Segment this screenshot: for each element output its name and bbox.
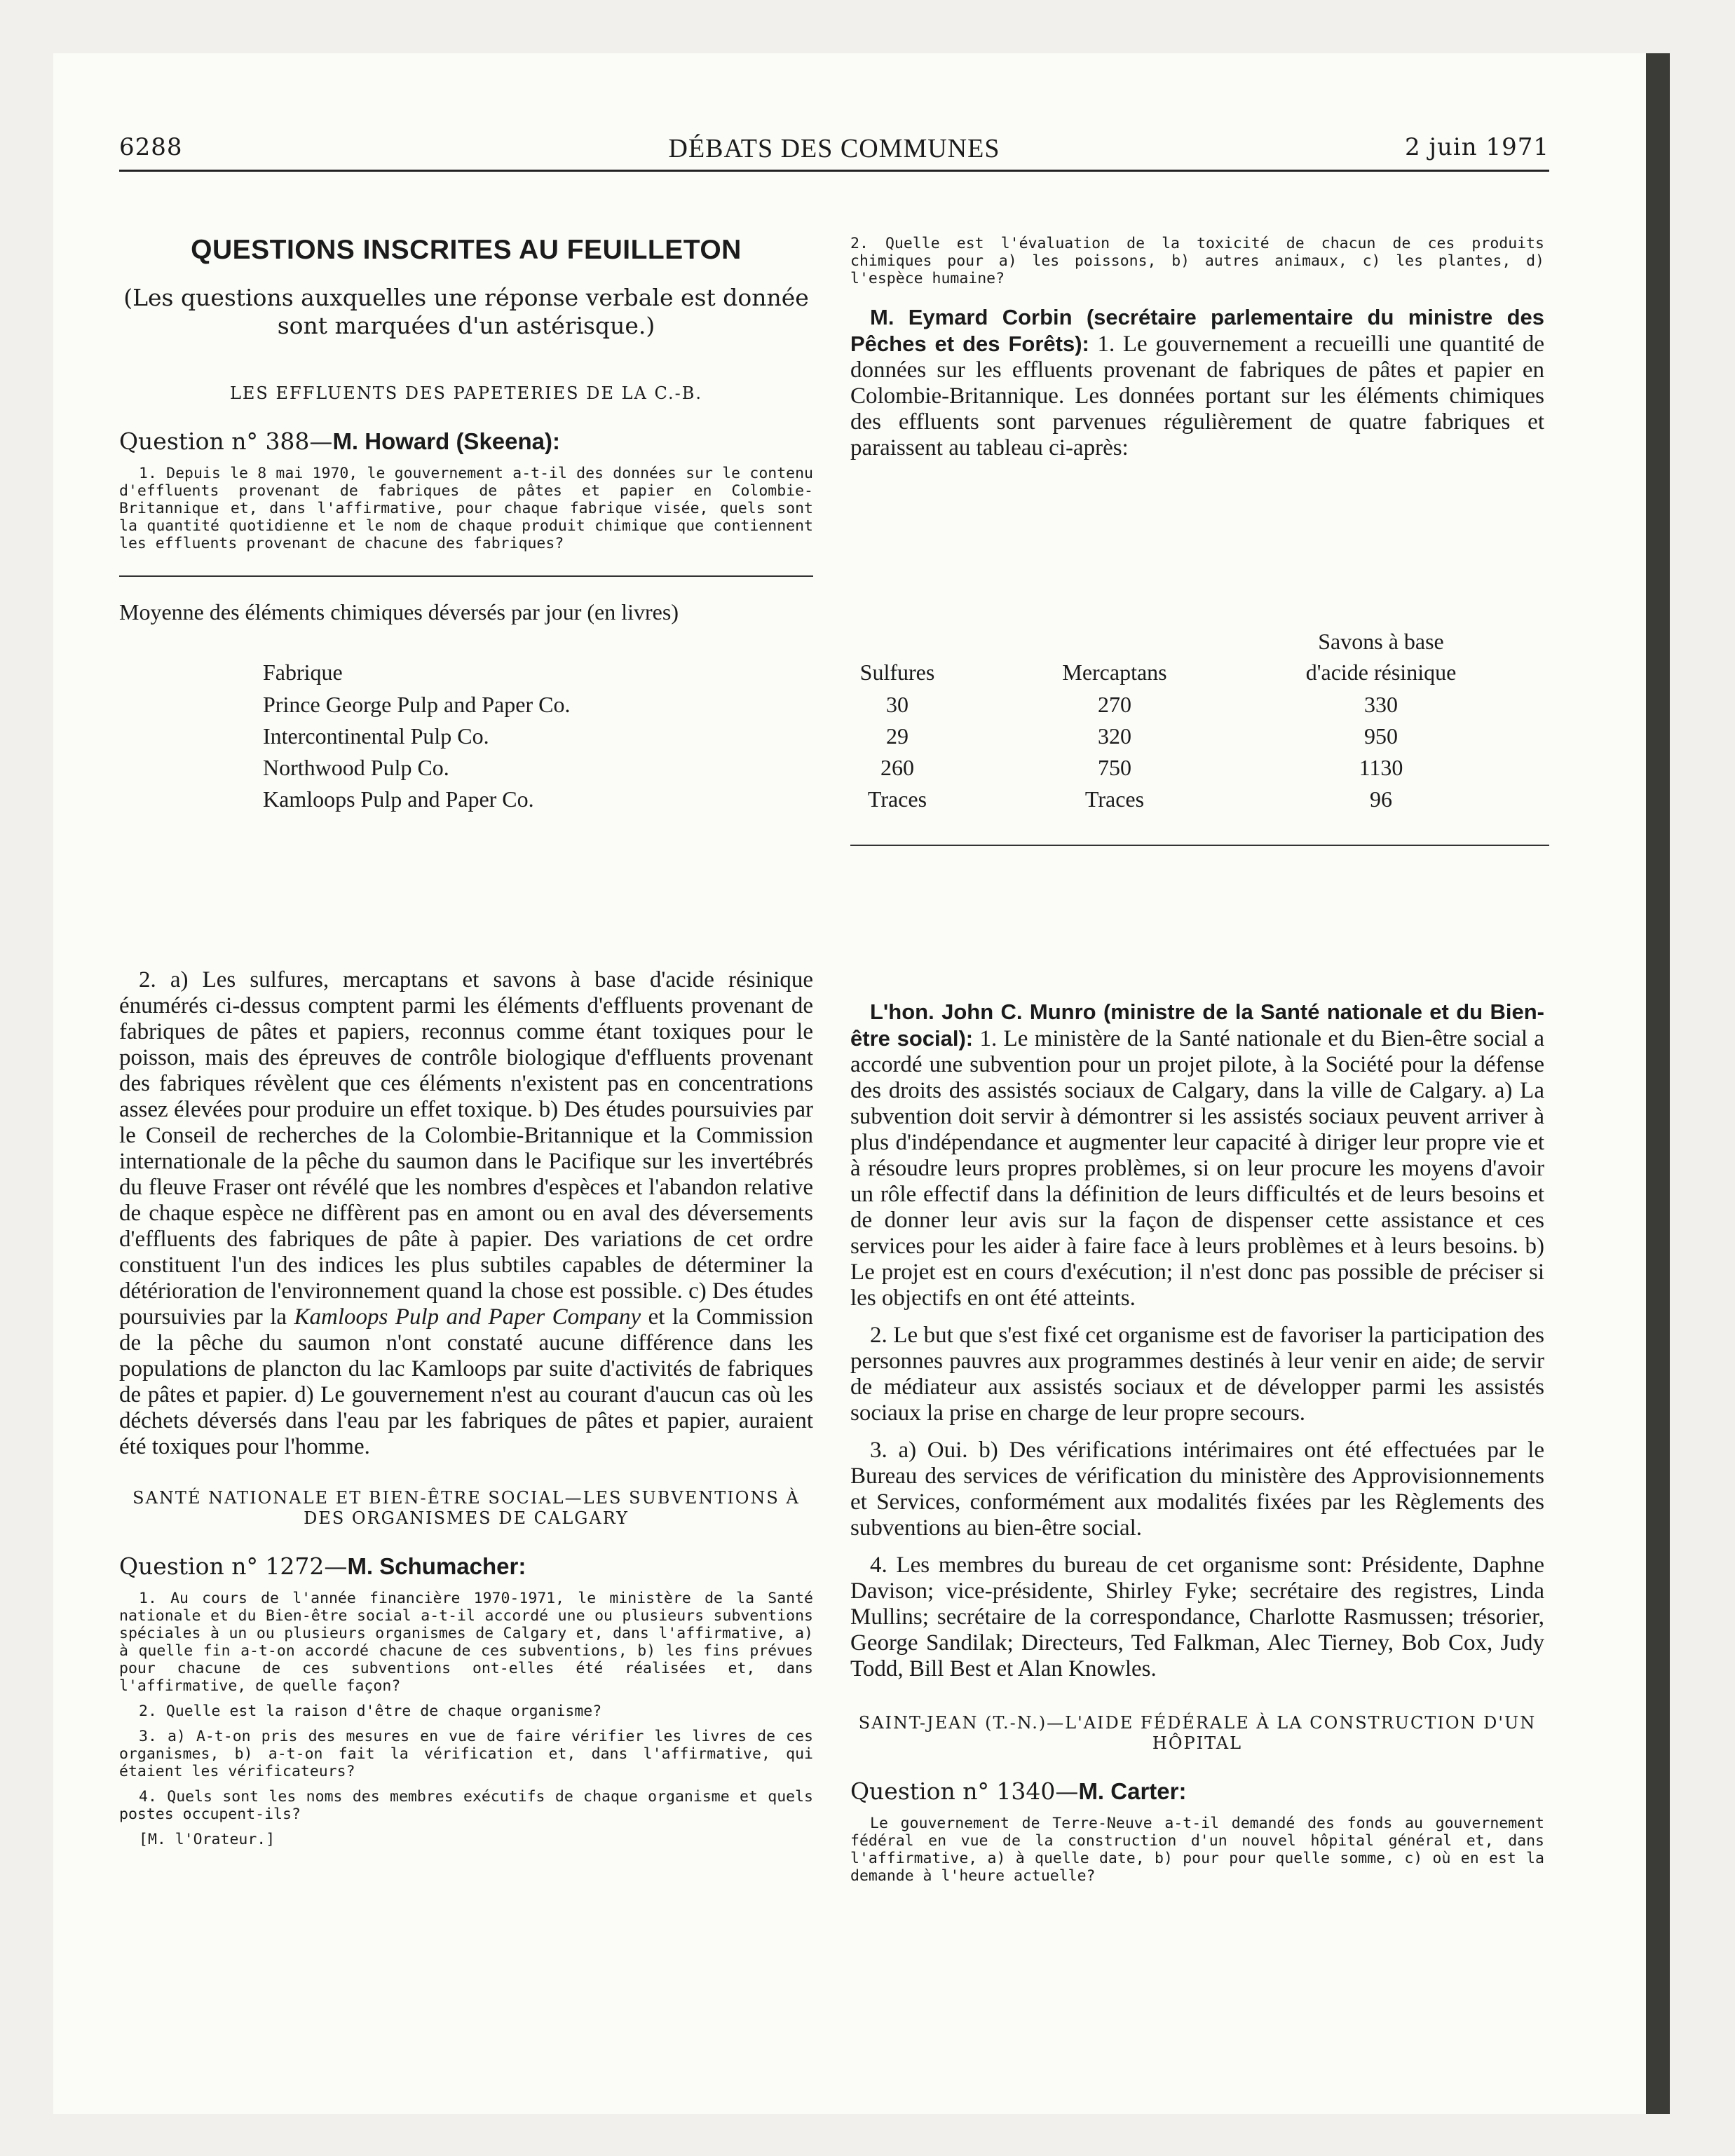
right-column-top xyxy=(850,235,1544,472)
column-rule xyxy=(850,845,1549,846)
table-cell-sulfides: 30 xyxy=(886,692,909,717)
answer-text: 1. Le gouvernement a recueilli une quantité de données sur les effluents provenant de fabriques de pâtes et papier en Colombie-Britannique. Les données portant sur les éléments chimiques des effluents sont parvenues régulièrement de quatre fabriques et paraissent au tableau ci-après: xyxy=(850,332,1544,460)
question-prefix: Question n° 1340— xyxy=(850,1778,1079,1805)
table-cell-mercaptans: 750 xyxy=(1098,755,1131,780)
q1272-heading: SANTÉ NATIONALE ET BIEN-ÊTRE SOCIAL—LES SUBVENTIONS À DES ORGANISMES DE CALGARY xyxy=(132,1488,800,1528)
answer-text-b: et la Commission de la pêche du saumon n'ont constaté aucune différence dans les populations de plancton du lac Kamloops par suite d'activités de fabriques de pâtes et papier. d) Le gouvernement n'est au courant d'aucun cas où les déchets déversés dans l'eau par les fabriques de pâtes et papier, auraient été toxiques pour l'homme. xyxy=(119,1304,814,1459)
table-cell-mercaptans: Traces xyxy=(1084,786,1145,812)
table-cell-mercaptans: 320 xyxy=(1098,723,1131,749)
orateur-note: [M. l'Orateur.] xyxy=(139,1831,275,1848)
col-header-resin-acid: d'acide résinique xyxy=(1305,660,1457,685)
q1272-answer-3: 3. a) Oui. b) Des vérifications intérimaires ont été effectuées par le Bureau des services de vérification du ministère des Approvisionnements et Services, conformément aux modalités fixées par les Règlements des subventions au bien-être social. xyxy=(850,1438,1544,1541)
table-cell-sulfides: Traces xyxy=(867,786,927,812)
q1340-question: Le gouvernement de Terre-Neuve a-t-il demandé des fonds au gouvernement fédéral en vue de la construction d'un nouvel hôpital général et, dans l'affirmative, a) à quelle date, b) pour pour quelle somme, c) où en est la demande à l'heure actuelle? xyxy=(850,1815,1544,1885)
q1272-part2: 2. Quelle est la raison d'être de chaque organisme? xyxy=(139,1703,602,1720)
section-title: QUESTIONS INSCRITES AU FEUILLETON xyxy=(191,235,742,265)
page-header xyxy=(119,133,1549,172)
publication-date: 2 juin 1971 xyxy=(1405,133,1549,161)
table-cell-mill: Intercontinental Pulp Co. xyxy=(263,723,489,749)
table-cell-soaps: 1130 xyxy=(1359,755,1403,780)
table-cell-mercaptans: 270 xyxy=(1098,692,1131,717)
publication-title: DÉBATS DES COMMUNES xyxy=(668,134,1000,163)
section-subtitle: (Les questions auxquelles une réponse verbale est donnée sont marquées d'un astérisque.) xyxy=(123,284,809,339)
member-name: M. Carter: xyxy=(1078,1778,1187,1804)
page-number: 6288 xyxy=(119,133,183,161)
member-name: M. Schumacher: xyxy=(347,1553,526,1579)
q388-answer xyxy=(850,304,1544,461)
column-rule xyxy=(119,575,813,577)
table-cell-sulfides: 260 xyxy=(880,755,914,780)
col-header-sulfides: Sulfures xyxy=(859,660,935,685)
q388-heading: LES EFFLUENTS DES PAPETERIES DE LA C.-B. xyxy=(229,383,703,403)
answer-speaker: M. Eymard Corbin (secrétaire parlementaire du ministre des Pêches et des Forêts): xyxy=(850,305,1544,356)
col-header-mill: Fabrique xyxy=(263,660,343,685)
q388-part1: 1. Depuis le 8 mai 1970, le gouvernement a-t-il des données sur le contenu d'effluents provenant de fabriques de pâtes et papier en Colombie-Britannique et, dans l'affirmative, pour chaque fabrique visée, quels sont la quantité quotidienne et le nom de chaque produit chimique que contiennent les effluents provenant de chacune des fabriques? xyxy=(119,465,813,552)
q1340-question-line xyxy=(850,1778,1544,1805)
q1272-answer-4: 4. Les membres du bureau de cet organisme sont: Présidente, Daphne Davison; vice-présidente, Shirley Fyke; secrétaire des registres, Linda Mullins; secrétaire de la correspondance, Charlotte Rasmussen; trésorier, George Sandilak; Directeurs, Ted Falkman, Alec Tierney, Bob Cox, Judy Todd, Bill Best et Alan Knowles. xyxy=(850,1553,1544,1681)
answer-speaker: L'hon. John C. Munro (ministre de la Santé nationale et du Bien-être social): xyxy=(850,999,1544,1051)
col-header-soaps: Savons à base xyxy=(1318,629,1444,654)
q388-question-line xyxy=(119,428,813,455)
company-name: Kamloops Pulp and Paper Company xyxy=(294,1304,641,1330)
left-column-bottom xyxy=(119,967,814,1856)
q1272-part4: 4. Quels sont les noms des membres exécutifs de chaque organisme et quels postes occupent-ils? xyxy=(119,1788,813,1823)
right-column-bottom xyxy=(850,999,1544,1892)
q1272-answer-1 xyxy=(850,999,1544,1311)
q1272-part3: 3. a) A-t-on pris des mesures en vue de faire vérifier les livres de ces organismes, b) a-t-on fait la vérification et, dans l'affirmative, qui étaient les vérificateurs? xyxy=(119,1728,813,1780)
q1272-answer-2: 2. Le but que s'est fixé cet organisme est de favoriser la participation des personnes pauvres aux programmes destinés à leur venir en aide; de servir de médiateur aux assistés sociaux et de développer parmi les assistés sociaux la prise en charge de leur propre secours. xyxy=(850,1323,1544,1426)
effluent-table xyxy=(119,599,1549,964)
member-name: M. Howard (Skeena): xyxy=(332,428,560,454)
answer-text-a: 2. a) Les sulfures, mercaptans et savons à base d'acide résinique énumérés ci-dessus comptent parmi les éléments d'effluents provenant de fabriques de pâtes et papiers, reconnus comme étant toxiques pour le poisson, mais des épreuves de contrôle biologique d'effluents provenant des fabriques révèlent que ces éléments n'existent pas en concentrations assez élevées pour produire un effet toxique. b) Des études poursuivies par le Conseil de recherches de la Colombie-Britannique et la Commission internationale de la pêche du saumon dans le Pacifique sur les invertébrés du fleuve Fraser ont révélé que les nombres d'espèces et l'abandon relative de chaque espèce ne diffèrent pas en amont ou en aval des déversements d'effluents des fabriques de pâte à papier. Des variations de cet ordre constituent l'un des indices les plus subtiles capables de déterminer la détérioration de l'environnement quand la chose est possible. c) Des études poursuivies par la xyxy=(119,967,813,1330)
table-cell-mill: Kamloops Pulp and Paper Co. xyxy=(263,786,534,812)
q388-answer-part2 xyxy=(119,967,813,1460)
table-cell-soaps: 950 xyxy=(1364,723,1398,749)
q1340-heading: SAINT-JEAN (T.-N.)—L'AIDE FÉDÉRALE À LA CONSTRUCTION D'UN HÔPITAL xyxy=(858,1713,1537,1753)
left-column-top xyxy=(119,235,813,560)
table-cell-soaps: 96 xyxy=(1370,786,1392,812)
scan-edge xyxy=(1646,53,1670,2114)
table-cell-mill: Northwood Pulp Co. xyxy=(263,755,449,780)
table-caption: Moyenne des éléments chimiques déversés par jour (en livres) xyxy=(119,599,679,625)
q388-part2: 2. Quelle est l'évaluation de la toxicité de chacun de ces produits chimiques pour a) les poissons, b) autres animaux, c) les plantes, d) l'espèce humaine? xyxy=(850,235,1544,287)
table-cell-mill: Prince George Pulp and Paper Co. xyxy=(263,692,571,717)
answer-text: 1. Le ministère de la Santé nationale et du Bien-être social a accordé une subvention pour un projet pilote, à la Société pour la défense des droits des assistés sociaux de Calgary, dans la ville de Calgary. a) La subvention doit servir à démontrer si les assistés sociaux peuvent arriver à plus d'indépendance et augmenter leur capacité à diriger leur propre vie et à résoudre leurs propres problèmes, si on leur procure les moyens d'avoir un rôle effectif dans la définition de leurs difficultés et de leurs besoins et de donner leur avis sur la façon de dispenser cette assistance et ces services pour les aider à faire face à leurs problèmes et à leurs besoins. b) Le projet est en cours d'exécution; il n'est donc pas possible de préciser si les objectifs en ont été atteints. xyxy=(850,1026,1545,1311)
q1272-question-line xyxy=(119,1553,813,1580)
table-cell-soaps: 330 xyxy=(1364,692,1398,717)
question-prefix: Question n° 1272— xyxy=(119,1553,348,1580)
question-prefix: Question n° 388— xyxy=(119,428,333,455)
q1272-part1: 1. Au cours de l'année financière 1970-1971, le ministère de la Santé nationale et du Bien-être social a-t-il accordé une ou plusieurs subventions spéciales à un ou plusieurs organismes de Calgary et, dans l'affirmative, a) à quelle fin a-t-on accordé chacune de ces subventions, b) les fins prévues pour chacune de ces subventions ont-elles été réalisées et, dans l'affirmative, de quelle façon? xyxy=(119,1590,813,1695)
col-header-mercaptans: Mercaptans xyxy=(1062,660,1167,685)
table-cell-sulfides: 29 xyxy=(886,723,909,749)
